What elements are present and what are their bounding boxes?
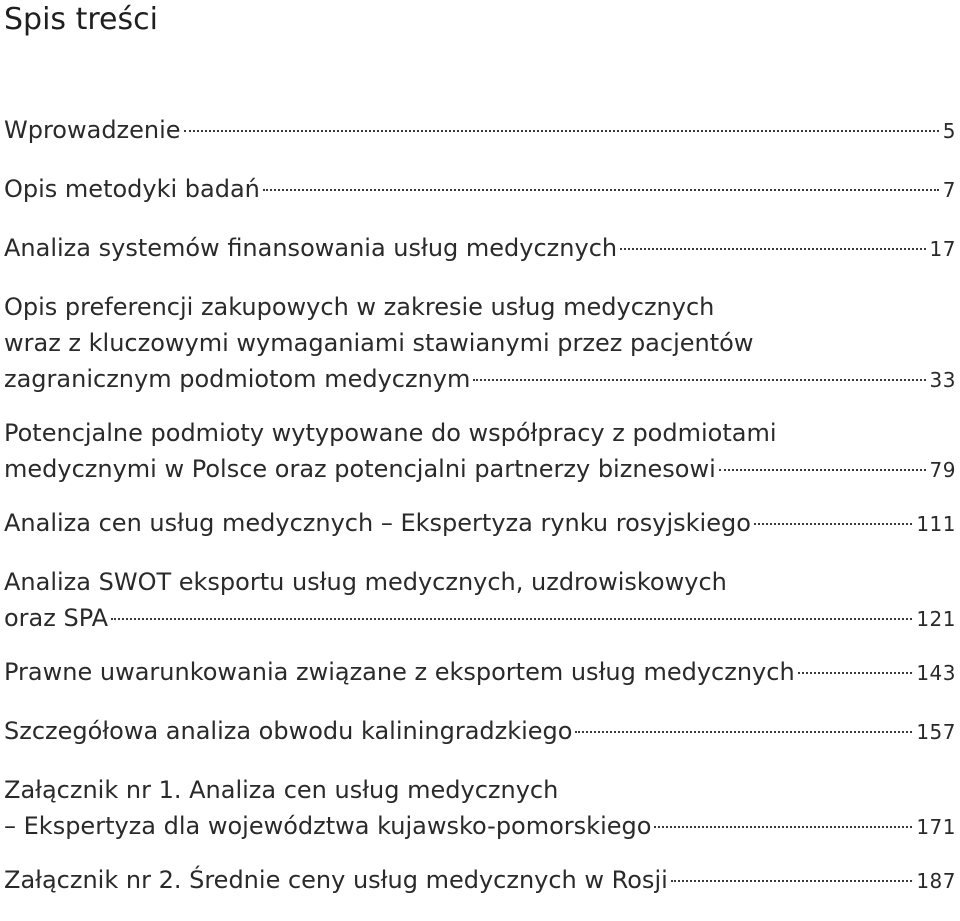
toc-entry-text: Szczegółowa analiza obwodu kaliningradzkiego (4, 717, 573, 745)
dot-leader (654, 826, 912, 828)
dot-leader (798, 672, 913, 674)
dot-leader (754, 523, 912, 525)
toc-entry[interactable] (4, 564, 956, 637)
toc-page-number: 79 (929, 458, 956, 482)
toc-entry-text: Analiza SWOT eksportu usług medycznych, uzdrowiskowych (4, 568, 727, 596)
toc-entry-row (4, 112, 956, 149)
toc-entry-text: – Ekspertyza dla województwa kujawsko-pomorskiego (4, 812, 652, 840)
toc-page-number: 121 (916, 607, 956, 631)
dot-leader (620, 248, 925, 250)
toc-entry-text: Analiza cen usług medycznych – Ekspertyza rynku rosyjskiego (4, 509, 751, 537)
toc-entry-row (4, 505, 956, 542)
dot-leader (473, 379, 925, 381)
toc-entry[interactable] (4, 289, 956, 398)
table-of-contents (4, 112, 956, 921)
toc-entry-row (4, 808, 956, 845)
toc-entry[interactable] (4, 772, 956, 845)
toc-entry-text: Prawne uwarunkowania związane z eksportem usług medycznych (4, 658, 795, 686)
toc-entry-text: medycznymi w Polsce oraz potencjalni partnerzy biznesowi (4, 455, 716, 483)
toc-page-number: 17 (929, 237, 956, 261)
toc-entry-row (4, 654, 956, 691)
toc-page-number: 157 (916, 720, 956, 744)
toc-entry[interactable] (4, 112, 956, 149)
toc-entry-text: Analiza systemów finansowania usług medycznych (4, 234, 618, 262)
dot-leader (111, 618, 912, 620)
dot-leader (263, 189, 939, 191)
toc-entry-row (4, 230, 956, 267)
toc-entry-row (4, 862, 956, 899)
toc-page-number: 187 (916, 869, 956, 893)
toc-entry-row (4, 600, 956, 637)
toc-entry[interactable] (4, 171, 956, 208)
page-title: Spis treści (4, 2, 158, 37)
toc-entry-text: Załącznik nr 1. Analiza cen usług medycznych (4, 776, 559, 804)
dot-leader (719, 469, 926, 471)
toc-entry[interactable] (4, 415, 956, 488)
toc-entry-row (4, 713, 956, 750)
toc-entry-text: Opis preferencji zakupowych w zakresie usług medycznych (4, 293, 715, 321)
toc-entry-text: Opis metodyki badań (4, 175, 260, 203)
dot-leader (184, 130, 939, 132)
dot-leader (575, 731, 912, 733)
toc-entry[interactable] (4, 862, 956, 899)
toc-page-number: 7 (942, 178, 956, 202)
toc-page-number: 143 (916, 661, 956, 685)
toc-entry[interactable] (4, 230, 956, 267)
toc-page-number: 5 (942, 119, 956, 143)
toc-entry-text: Załącznik nr 2. Średnie ceny usług medycznych w Rosji (4, 866, 668, 894)
toc-entry[interactable] (4, 505, 956, 542)
toc-page-number: 171 (916, 815, 956, 839)
toc-entry-row (4, 451, 956, 488)
toc-entry-text: zagranicznym podmiotom medycznym (4, 365, 471, 393)
toc-entry-text: wraz z kluczowymi wymaganiami stawianymi przez pacjentów (4, 329, 754, 357)
toc-entry[interactable] (4, 713, 956, 750)
toc-page-number: 33 (929, 368, 956, 392)
toc-entry-text: Wprowadzenie (4, 116, 181, 144)
toc-entry[interactable] (4, 654, 956, 691)
toc-entry-text: Potencjalne podmioty wytypowane do współpracy z podmiotami (4, 419, 777, 447)
toc-entry-row (4, 171, 956, 208)
toc-page-number: 111 (916, 512, 956, 536)
toc-entry-row (4, 361, 956, 398)
toc-entry-text: oraz SPA (4, 604, 109, 632)
